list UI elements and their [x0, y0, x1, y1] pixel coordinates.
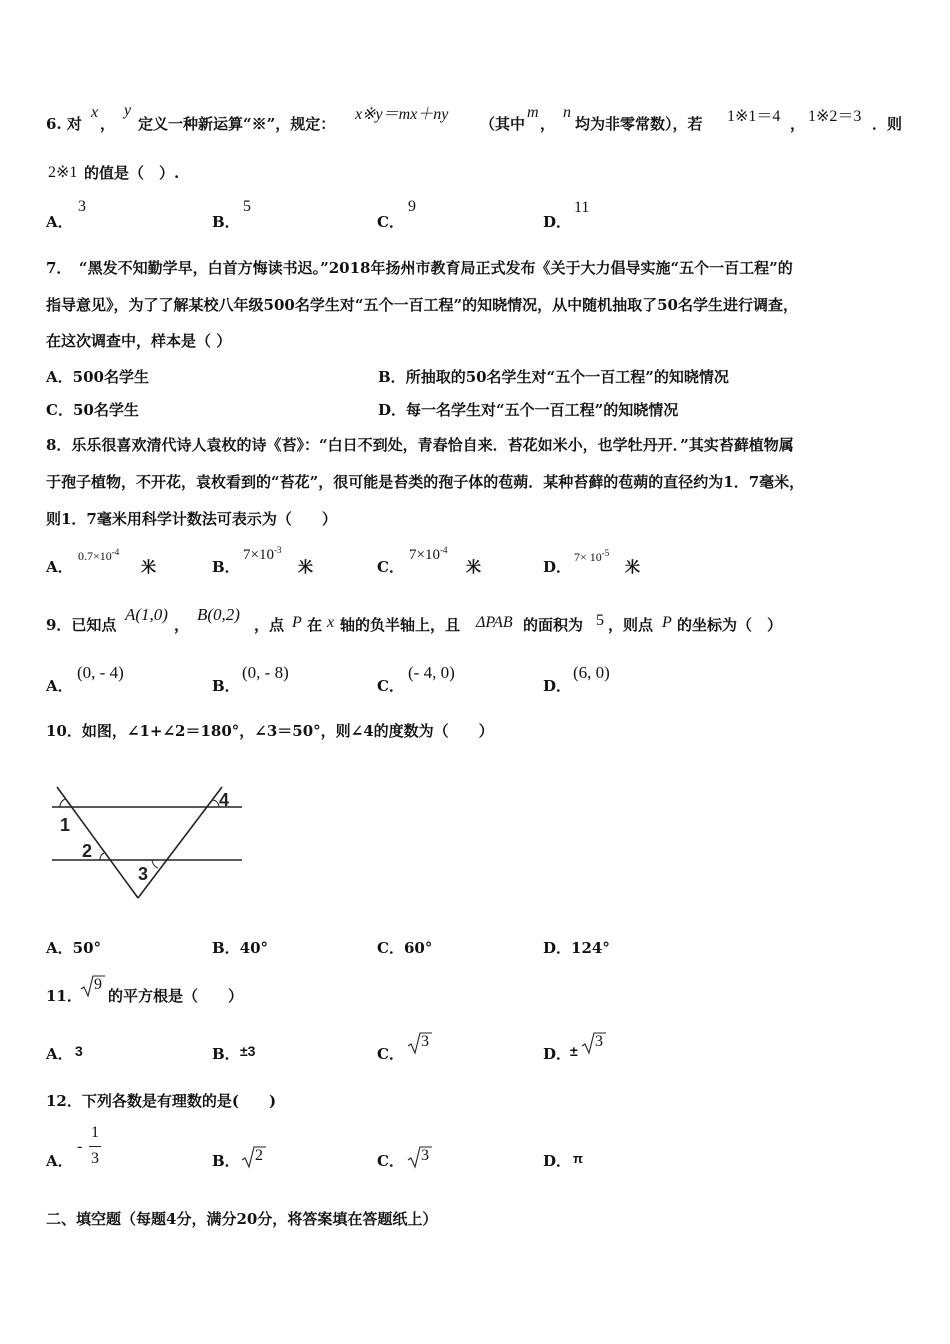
q9-five: 5 — [596, 612, 604, 629]
q7-option-c[interactable]: C．50名学生 — [46, 401, 139, 419]
q11-option-b-label[interactable]: B． — [212, 1045, 240, 1063]
q10-angle-arc-2 — [100, 853, 104, 860]
q6-option-c-label[interactable]: C． — [377, 213, 404, 231]
q9-var-x: x — [327, 614, 335, 631]
q9-text2: 在 — [307, 616, 323, 634]
q8-option-a-value[interactable]: $0.7\times 10^{-4}$ — [78, 547, 120, 563]
q9-point-b: B(0,2) — [197, 605, 240, 624]
q9-text1: ，点 — [254, 616, 285, 634]
q11-option-d-radicand[interactable]: 3 — [595, 1033, 603, 1050]
q8-option-b-unit: 米 — [298, 558, 314, 576]
q10-option-b[interactable]: B．40° — [212, 939, 269, 957]
q11-sqrt-symbol — [80, 974, 106, 1000]
q12-option-a-sign: - — [77, 1138, 83, 1155]
q9-text5: ，则点 — [608, 616, 654, 634]
q6-option-b-value[interactable]: 5 — [243, 198, 251, 215]
q6-text2: 定义一种新运算“※”，规定： — [138, 115, 336, 133]
q12-option-b-label[interactable]: B． — [212, 1152, 240, 1170]
q7-line3: 在这次调查中，样本是（ ） — [46, 332, 232, 350]
q9-option-a-label[interactable]: A． — [46, 677, 73, 695]
q8-option-c-unit: 米 — [466, 558, 482, 576]
q10-label-3: 3 — [138, 864, 149, 884]
q6-text6: 的值是（ ）. — [84, 164, 180, 182]
q12-option-c-radicand[interactable]: 3 — [421, 1147, 429, 1164]
q8-option-a-unit: 米 — [141, 558, 157, 576]
q11-num: 11． — [46, 987, 82, 1005]
q10-label-2: 2 — [82, 841, 93, 861]
q8-line3: 则1．7毫米用科学计数法可表示为（ ） — [46, 510, 337, 528]
q10-label-4: 4 — [219, 790, 230, 810]
q8-option-b-label[interactable]: B． — [212, 558, 240, 576]
q9-option-b-label[interactable]: B． — [212, 677, 240, 695]
q7-option-a[interactable]: A．500名学生 — [46, 368, 149, 386]
q6-option-a-label[interactable]: A． — [46, 213, 73, 231]
q6-expr: 2※1 — [48, 164, 78, 181]
q9-text3: 轴的负半轴上，且 — [340, 616, 461, 634]
q8-option-d-value[interactable]: $7\times 10^{-5}$ — [574, 548, 610, 564]
q11-tail: 的平方根是（ ） — [108, 987, 244, 1005]
q6-comma2: ， — [540, 115, 556, 133]
q9-option-a-value[interactable]: (0, - 4) — [77, 663, 124, 682]
q6-var-x: x — [91, 104, 99, 121]
q12-option-a-fraction-bar — [89, 1146, 101, 1147]
q12-option-d-label[interactable]: D． — [543, 1152, 572, 1170]
q6-var-m: m — [527, 104, 539, 121]
q9-option-b-value[interactable]: (0, - 8) — [242, 663, 289, 682]
q11-option-c-sqrt-symbol — [407, 1031, 433, 1057]
q8-option-d-label[interactable]: D． — [543, 558, 572, 576]
q10-angle-arc-4 — [212, 800, 219, 807]
q12-option-c-sqrt-symbol — [407, 1145, 433, 1171]
q10-stem: 10．如图，∠1+∠2＝180°，∠3＝50°，则∠4的度数为（ ） — [46, 722, 494, 740]
q6-formula: x※y＝mx＋ny — [355, 106, 449, 123]
q10-left-transversal — [57, 787, 138, 898]
q12-option-b-radicand[interactable]: 2 — [255, 1147, 263, 1164]
q6-text3: （其中 — [480, 115, 526, 133]
q8-option-b-value[interactable]: $7\times 10^{-3}$ — [243, 545, 282, 563]
q11-radicand: 9 — [94, 976, 102, 993]
q6-comma1: ， — [100, 115, 116, 133]
q9-triangle: ΔPAB — [476, 614, 513, 631]
q12-option-d-value[interactable]: π — [573, 1151, 583, 1166]
q10-label-1: 1 — [60, 815, 71, 835]
q6-option-d-label[interactable]: D． — [543, 213, 572, 231]
q12-option-b-sqrt-symbol — [241, 1145, 267, 1171]
q10-angle-arc-1 — [60, 799, 65, 807]
q7-option-d[interactable]: D．每一名学生对“五个一百工程”的知晓情况 — [378, 401, 679, 419]
q12-option-a-label[interactable]: A． — [46, 1152, 73, 1170]
q9-point-p1: P — [292, 614, 302, 631]
q11-option-b-value[interactable]: ±3 — [240, 1043, 256, 1059]
q6-var-y: y — [124, 102, 132, 119]
q12-option-a-numerator[interactable]: 1 — [91, 1124, 99, 1141]
q8-option-c-value[interactable]: $7\times 10^{-4}$ — [409, 545, 448, 563]
q6-var-n: n — [563, 104, 571, 121]
q11-option-a-value[interactable]: 3 — [75, 1043, 83, 1059]
q6-cond2: 1※2＝3 — [808, 108, 862, 125]
q10-option-c[interactable]: C．60° — [377, 939, 433, 957]
q11-option-d-pm: ± — [570, 1043, 578, 1059]
q10-angle-arc-3 — [152, 860, 158, 868]
q9-num: 9．已知点 — [46, 616, 117, 634]
q6-comma3: ， — [790, 115, 806, 133]
q9-point-a: A(1,0) — [125, 605, 168, 624]
q9-comma: ， — [174, 616, 190, 634]
q10-option-d[interactable]: D．124° — [543, 939, 610, 957]
q11-option-a-label[interactable]: A． — [46, 1045, 73, 1063]
q9-option-d-label[interactable]: D． — [543, 677, 572, 695]
q6-text5: ．则 — [872, 115, 903, 133]
q11-option-c-label[interactable]: C． — [377, 1045, 404, 1063]
q11-option-c-radicand[interactable]: 3 — [421, 1033, 429, 1050]
q9-option-c-value[interactable]: (- 4, 0) — [408, 663, 455, 682]
q6-option-a-value[interactable]: 3 — [78, 198, 86, 215]
q6-cond1: 1※1＝4 — [727, 108, 781, 125]
q8-line2: 于孢子植物，不开花，袁枚看到的“苔花”，很可能是苔类的孢子体的苞蒴．某种苔藓的苞蒴的直径约为1．7毫米， — [46, 473, 805, 491]
q10-right-transversal — [138, 787, 222, 898]
q9-option-c-label[interactable]: C． — [377, 677, 404, 695]
q6-line1: 6. 对 — [46, 115, 82, 133]
q9-point-p2: P — [662, 614, 672, 631]
q6-option-c-value[interactable]: 9 — [408, 198, 416, 215]
q12-stem: 12．下列各数是有理数的是( ) — [46, 1092, 277, 1110]
q10-figure — [52, 785, 252, 910]
q6-option-d-value[interactable]: 11 — [574, 199, 590, 216]
q9-text4: 的面积为 — [523, 616, 584, 634]
q7-option-b[interactable]: B．所抽取的50名学生对“五个一百工程”的知晓情况 — [378, 368, 729, 386]
q7-line2: 指导意见》，为了了解某校八年级500名学生对“五个一百工程”的知晓情况，从中随机抽取了50名学生进行调查， — [46, 296, 798, 314]
q9-option-d-value[interactable]: (6, 0) — [573, 663, 610, 682]
q12-option-a-denominator[interactable]: 3 — [91, 1150, 99, 1167]
q10-option-a[interactable]: A．50° — [46, 939, 102, 957]
q11-option-d-sqrt-symbol — [581, 1031, 607, 1057]
q8-option-a-label[interactable]: A． — [46, 558, 73, 576]
q8-option-c-label[interactable]: C． — [377, 558, 404, 576]
q9-text6: 的坐标为（ ） — [677, 616, 783, 634]
q6-option-b-label[interactable]: B． — [212, 213, 240, 231]
q11-option-d-label[interactable]: D． — [543, 1045, 572, 1063]
q8-option-d-unit: 米 — [625, 558, 641, 576]
section-2-title: 二、填空题（每题4分，满分20分，将答案填在答题纸上） — [46, 1210, 438, 1228]
q12-option-c-label[interactable]: C． — [377, 1152, 404, 1170]
q6-text4: 均为非零常数），若 — [575, 115, 703, 133]
q7-line1: 7． “黑发不知勤学早，白首方悔读书迟。”2018年扬州市教育局正式发布《关于大力倡导实施“五个一百工程”的 — [46, 259, 793, 277]
q8-line1: 8．乐乐很喜欢清代诗人袁枚的诗《苔》：“白日不到处，青春恰自来．苔花如米小，也学牡丹开．”其实苔藓植物属 — [46, 436, 794, 454]
